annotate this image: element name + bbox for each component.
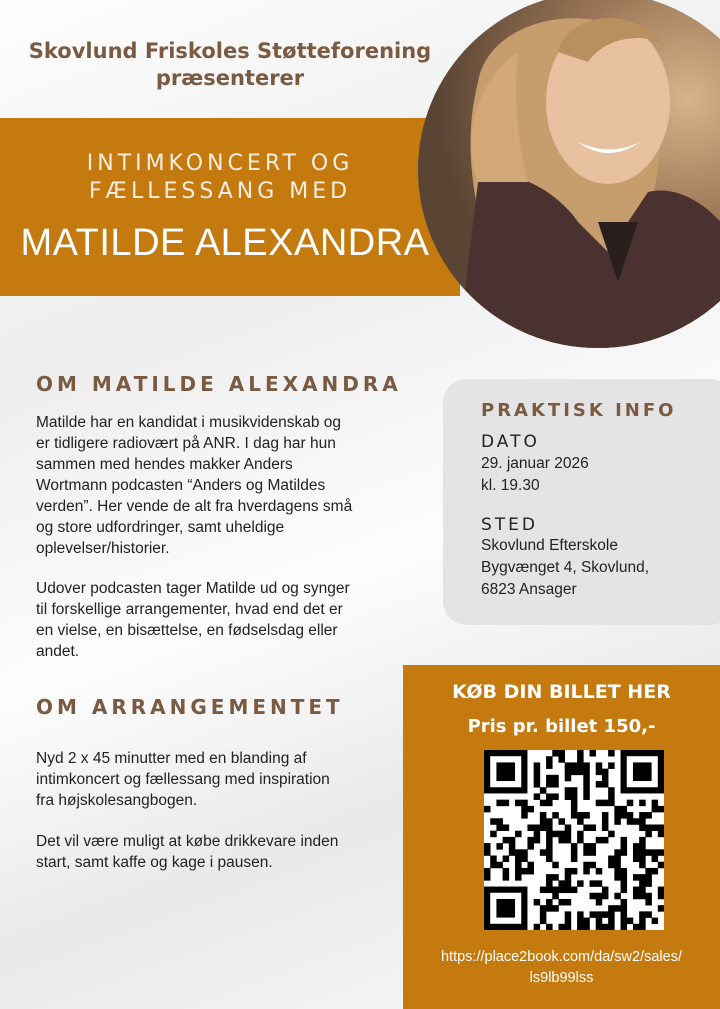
about-artist-paragraph-1 <box>36 412 352 559</box>
place-line: Bygvænget 4, Skovlund, <box>481 559 650 576</box>
text-line: Det vil være muligt at købe drikkevare inden <box>36 833 339 850</box>
place-line: 6823 Ansager <box>481 581 577 598</box>
qr-code-graphic <box>484 750 664 930</box>
text-line: andet. <box>36 643 80 660</box>
text-line: Nyd 2 x 45 minutter med en blanding af <box>36 750 307 767</box>
banner-subtitle-line-1: INTIMKONCERT OG <box>86 151 354 176</box>
banner-subtitle <box>0 150 440 206</box>
qr-code-icon[interactable] <box>484 750 664 930</box>
ticket-url-line-1[interactable]: https://place2book.com/da/sw2/sales/ <box>441 949 682 965</box>
place-line: Skovlund Efterskole <box>481 537 618 554</box>
place-value <box>481 535 649 601</box>
text-line: Udover podcasten tager Matilde ud og synger <box>36 580 350 597</box>
ticket-heading: KØB DIN BILLET HER <box>452 681 671 703</box>
about-artist-paragraph-2 <box>36 578 350 662</box>
about-event-heading: OM ARRANGEMENTET <box>36 695 344 719</box>
place-label: STED <box>481 515 539 535</box>
presenter-heading <box>0 38 460 92</box>
ticket-url[interactable] <box>403 947 720 989</box>
text-line: intimkoncert og fællessang med inspiration <box>36 771 330 788</box>
presenter-line-1: Skovlund Friskoles Støtteforening <box>28 39 432 63</box>
about-event-paragraph-1 <box>36 748 330 811</box>
text-line: fra højskolesangbogen. <box>36 792 198 809</box>
practical-info-heading: PRAKTISK INFO <box>481 400 677 421</box>
text-line: verden”. Her vende de alt fra hverdagens små <box>36 498 353 515</box>
banner-subtitle-line-2: FÆLLESSANG MED <box>88 179 352 204</box>
presenter-line-2: præsenterer <box>155 66 305 90</box>
text-line: en vielse, en bisættelse, en fødselsdag eller <box>36 622 338 639</box>
about-event-paragraph-2 <box>36 831 338 873</box>
text-line: Wortmann podcasten “Anders og Matildes <box>36 477 326 494</box>
ticket-url-line-2[interactable]: ls9lb99lss <box>529 970 594 986</box>
text-line: Matilde har en kandidat i musikvidenskab og <box>36 414 342 431</box>
ticket-price: Pris pr. billet 150,- <box>467 716 656 737</box>
text-line: til forskellige arrangementer, hvad end det er <box>36 601 343 618</box>
text-line: start, samt kaffe og kage i pausen. <box>36 854 273 871</box>
artist-name: MATILDE ALEXANDRA <box>20 222 430 264</box>
text-line: sammen med hendes makker Anders <box>36 456 293 473</box>
date-label: DATO <box>481 432 540 452</box>
text-line: oplevelser/historier. <box>36 540 170 557</box>
date-value <box>481 453 589 497</box>
time-line: kl. 19.30 <box>481 477 540 494</box>
about-artist-heading: OM MATILDE ALEXANDRA <box>36 372 402 396</box>
text-line: er tidligere radiovært på ANR. I dag har hun <box>36 435 336 452</box>
date-line: 29. januar 2026 <box>481 455 589 472</box>
text-line: og store udfordringer, samt uheldige <box>36 519 285 536</box>
title-banner <box>0 118 460 296</box>
